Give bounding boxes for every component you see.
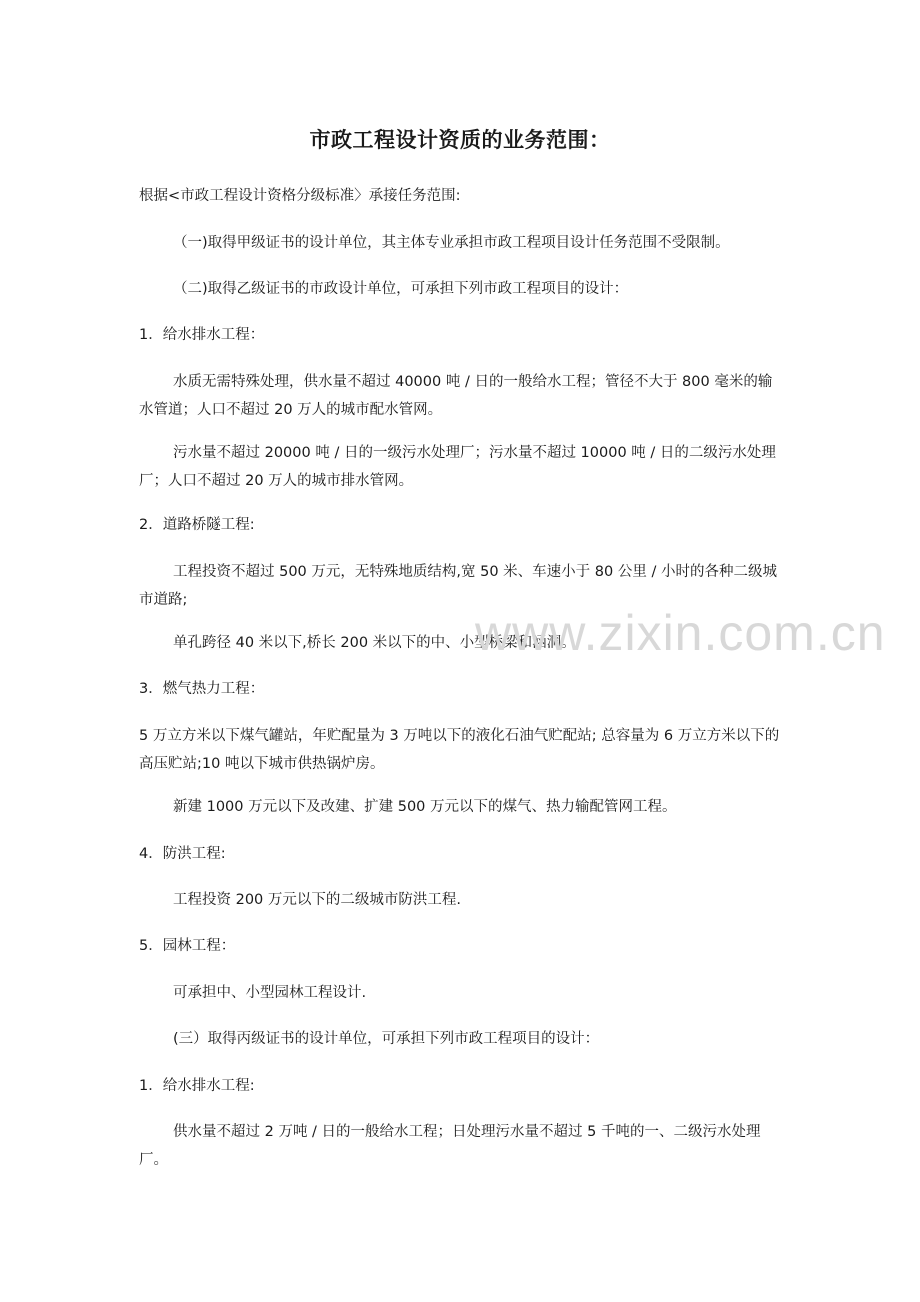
gas-stations-paragraph: 5 万立方米以下煤气罐站，年贮配量为 3 万吨以下的液化石油气贮配站; 总容量为 6 万立方米以下的高压贮站;10 吨以下城市供热锅炉房。 bbox=[139, 728, 780, 772]
section-heading-landscape: 5．园林工程： bbox=[139, 938, 236, 954]
class-b-paragraph: （二)取得乙级证书的市政设计单位，可承担下列市政工程项目的设计： bbox=[173, 281, 629, 297]
section-heading-flood: 4．防洪工程: bbox=[139, 846, 226, 862]
document-title: 市政工程设计资质的业务范围： bbox=[309, 128, 611, 152]
water-supply-paragraph: 水质无需特殊处理，供水量不超过 40000 吨 / 日的一般给水工程；管径不大于 800 毫米的输水管道；人口不超过 20 万人的城市配水管网。 bbox=[139, 374, 773, 418]
section-heading-roads: 2．道路桥隧工程: bbox=[139, 517, 255, 533]
intro-line: 根据<市政工程设计资格分级标准〉承接任务范围: bbox=[139, 188, 461, 204]
roads-paragraph: 工程投资不超过 500 万元，无特殊地质结构,宽 50 米、车速小于 80 公里 / 小时的各种二级城市道路; bbox=[139, 564, 777, 608]
section-heading-water-c: 1．给水排水工程: bbox=[139, 1078, 255, 1094]
sewage-paragraph: 污水量不超过 20000 吨 / 日的一级污水处理厂；污水量不超过 10000 吨 / 日的二级污水处理厂；人口不超过 20 万人的城市排水管网。 bbox=[139, 445, 776, 489]
water-c-paragraph: 供水量不超过 2 万吨 / 日的一般给水工程；日处理污水量不超过 5 千吨的一、二级污水处理厂。 bbox=[139, 1124, 761, 1168]
class-c-paragraph: (三）取得丙级证书的设计单位，可承担下列市政工程项目的设计： bbox=[173, 1031, 600, 1047]
watermark: www.zixin.com.cn bbox=[475, 605, 886, 661]
gas-pipeline-paragraph: 新建 1000 万元以下及改建、扩建 500 万元以下的煤气、热力输配管网工程。 bbox=[173, 799, 677, 815]
class-a-paragraph: （一)取得甲级证书的设计单位，其主体专业承担市政工程项目设计任务范围不受限制。 bbox=[173, 235, 730, 251]
landscape-paragraph: 可承担中、小型园林工程设计. bbox=[173, 985, 367, 1001]
section-heading-water: 1．给水排水工程： bbox=[139, 327, 265, 343]
bridges-paragraph: 单孔跨径 40 米以下,桥长 200 米以下的中、小型桥梁和涵洞。 bbox=[173, 635, 576, 651]
flood-paragraph: 工程投资 200 万元以下的二级城市防洪工程. bbox=[173, 892, 462, 908]
section-heading-gas: 3．燃气热力工程： bbox=[139, 681, 265, 697]
